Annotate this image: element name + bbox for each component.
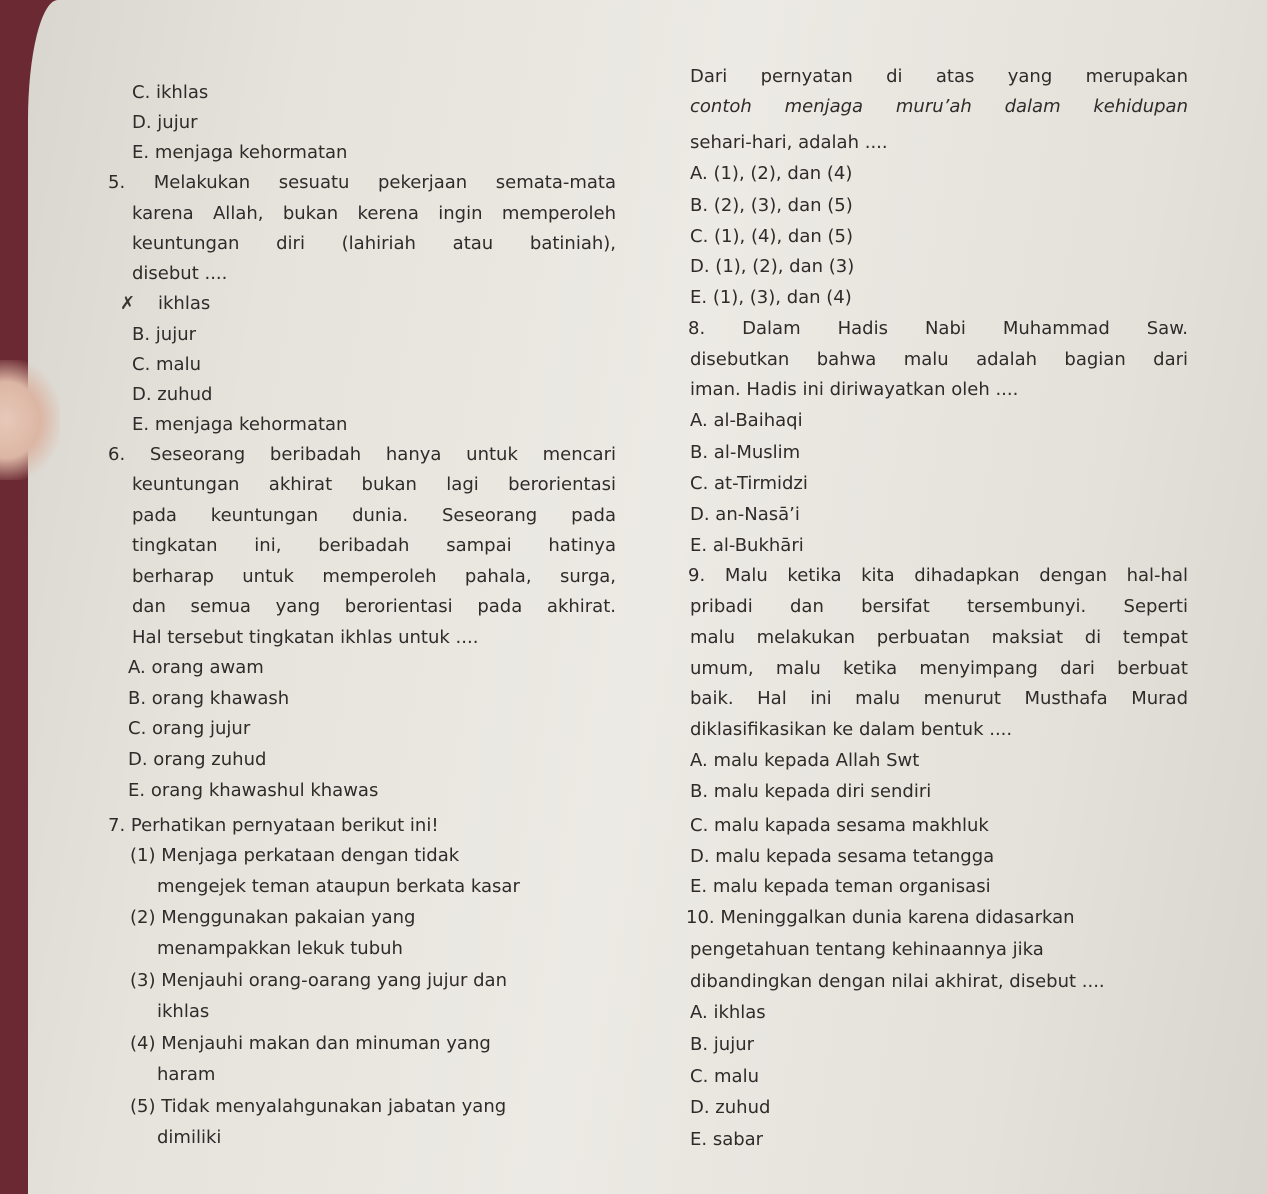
- q8-text-line: 8. Dalam Hadis Nabi Muhammad Saw.: [688, 318, 1188, 339]
- q7-option-c: C. (1), (4), dan (5): [690, 226, 853, 247]
- q8-option-a: A. al-Baihaqi: [690, 410, 803, 431]
- answer-cross-mark: ✗: [120, 293, 136, 314]
- q7-cont-line: sehari-hari, adalah ....: [690, 132, 888, 153]
- q10-text-line: pengetahuan tentang kehinaannya jika: [690, 939, 1044, 960]
- q7-statement: haram: [157, 1064, 216, 1085]
- q4-option-e: E. menjaga kehormatan: [132, 142, 348, 163]
- q10-option-c: C. malu: [690, 1066, 759, 1087]
- q8-text-line: disebutkan bahwa malu adalah bagian dari: [690, 349, 1188, 370]
- q5-option-c: C. malu: [132, 354, 201, 375]
- q9-text-line: pribadi dan bersifat tersembunyi. Seperti: [690, 596, 1188, 617]
- q7-statement: (4) Menjauhi makan dan minuman yang: [130, 1033, 491, 1054]
- q7-option-a: A. (1), (2), dan (4): [690, 163, 853, 184]
- q7-cont-line: contoh menjaga muru’ah dalam kehidupan: [690, 96, 1188, 117]
- q8-option-b: B. al-Muslim: [690, 442, 801, 463]
- q9-text-line: baik. Hal ini malu menurut Musthafa Murad: [690, 688, 1188, 709]
- q5-option-a: ikhlas: [158, 293, 211, 314]
- q7-statement: (2) Menggunakan pakaian yang: [130, 907, 416, 928]
- q5-option-b: B. jujur: [132, 324, 197, 345]
- q7-statement: dimiliki: [157, 1127, 222, 1148]
- q6-text-line: Hal tersebut tingkatan ikhlas untuk ....: [132, 627, 479, 648]
- q4-option-d: D. jujur: [132, 112, 198, 133]
- q6-text-line: dan semua yang berorientasi pada akhirat.: [132, 596, 616, 617]
- q6-option-e: E. orang khawashul khawas: [128, 780, 379, 801]
- q6-text-line: tingkatan ini, beribadah sampai hatinya: [132, 535, 616, 556]
- q7-statement: menampakkan lekuk tubuh: [157, 938, 403, 959]
- q7-cont-line: Dari pernyatan di atas yang merupakan: [690, 66, 1188, 87]
- q5-option-e: E. menjaga kehormatan: [132, 414, 348, 435]
- q6-text-line: pada keuntungan dunia. Seseorang pada: [132, 505, 616, 526]
- q6-text-line: keuntungan akhirat bukan lagi berorientasi: [132, 474, 616, 495]
- q6-option-a: A. orang awam: [128, 657, 264, 678]
- q8-option-e: E. al-Bukhāri: [690, 535, 804, 556]
- q6-option-c: C. orang jujur: [128, 718, 251, 739]
- q10-option-e: E. sabar: [690, 1129, 764, 1150]
- q5-text-line: karena Allah, bukan kerena ingin memperoleh: [132, 203, 616, 224]
- q10-text-line: 10. Meninggalkan dunia karena didasarkan: [686, 907, 1075, 928]
- q8-option-c: C. at-Tirmidzi: [690, 473, 808, 494]
- q8-text-line: iman. Hadis ini diriwayatkan oleh ....: [690, 379, 1019, 400]
- q10-option-d: D. zuhud: [690, 1097, 771, 1118]
- q5-text-line: 5. Melakukan sesuatu pekerjaan semata-mata: [108, 172, 616, 193]
- q5-option-d: D. zuhud: [132, 384, 213, 405]
- q6-option-b: B. orang khawash: [128, 688, 290, 709]
- q8-option-d: D. an-Nasā’i: [690, 504, 800, 525]
- q7-statement: ikhlas: [157, 1001, 210, 1022]
- q9-text-line: diklasifikasikan ke dalam bentuk ....: [690, 719, 1013, 740]
- q6-text-line: 6. Seseorang beribadah hanya untuk mencari: [108, 444, 616, 465]
- q7-intro: 7. Perhatikan pernyataan berikut ini!: [108, 815, 439, 836]
- q9-text-line: 9. Malu ketika kita dihadapkan dengan hal-hal: [688, 565, 1188, 586]
- q7-statement: (5) Tidak menyalahgunakan jabatan yang: [130, 1096, 507, 1117]
- q7-statement: (3) Menjauhi orang-oarang yang jujur dan: [130, 970, 507, 991]
- q9-option-c: C. malu kapada sesama makhluk: [690, 815, 989, 836]
- q6-option-d: D. orang zuhud: [128, 749, 267, 770]
- q7-option-e: E. (1), (3), dan (4): [690, 287, 852, 308]
- q10-text-line: dibandingkan dengan nilai akhirat, disebut ....: [690, 971, 1105, 992]
- thumb-shadow: [0, 360, 60, 480]
- q9-option-e: E. malu kepada teman organisasi: [690, 876, 991, 897]
- q4-option-c: C. ikhlas: [132, 82, 209, 103]
- q9-text-line: malu melakukan perbuatan maksiat di tempat: [690, 627, 1188, 648]
- q9-option-b: B. malu kepada diri sendiri: [690, 781, 932, 802]
- q9-text-line: umum, malu ketika menyimpang dari berbuat: [690, 658, 1188, 679]
- q7-option-d: D. (1), (2), dan (3): [690, 256, 855, 277]
- q10-option-a: A. ikhlas: [690, 1002, 766, 1023]
- q6-text-line: berharap untuk memperoleh pahala, surga,: [132, 566, 616, 587]
- q9-option-a: A. malu kepada Allah Swt: [690, 750, 920, 771]
- q9-option-d: D. malu kepada sesama tetangga: [690, 846, 995, 867]
- q10-option-b: B. jujur: [690, 1034, 755, 1055]
- q5-text-line: keuntungan diri (lahiriah atau batiniah),: [132, 233, 616, 254]
- q7-statement: (1) Menjaga perkataan dengan tidak: [130, 845, 460, 866]
- q7-option-b: B. (2), (3), dan (5): [690, 195, 853, 216]
- q5-text-line: disebut ....: [132, 263, 228, 284]
- q7-statement: mengejek teman ataupun berkata kasar: [157, 876, 520, 897]
